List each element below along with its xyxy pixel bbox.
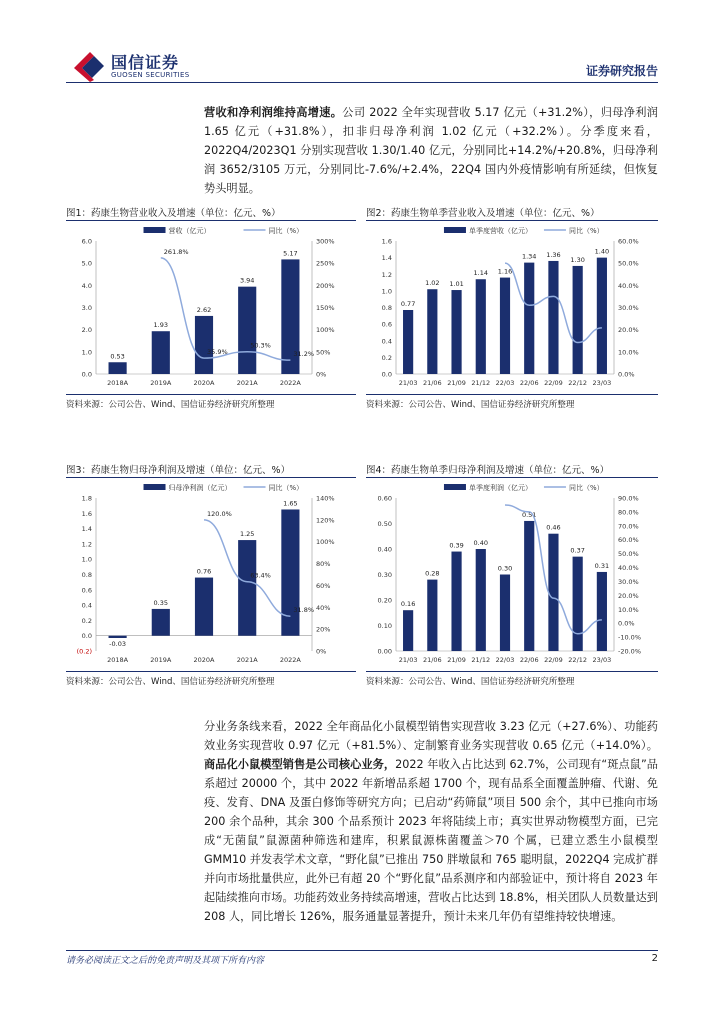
category-label: 21/12	[471, 379, 491, 387]
figure-bottom-rule	[366, 671, 658, 672]
data-bar	[195, 578, 213, 636]
left-tick-label: 2.0	[81, 326, 92, 335]
legend-bar-label: 单季度利润（亿元）	[468, 484, 532, 492]
legend-bar-swatch	[144, 227, 166, 233]
data-bar	[548, 534, 558, 651]
right-tick-label: 100%	[316, 326, 335, 335]
data-bar	[238, 287, 256, 374]
figure-title: 图4：药康生物单季归母净利润及增速（单位：亿元、%）	[366, 465, 610, 476]
left-tick-label: 1.6	[81, 509, 92, 518]
category-label: 21/03	[398, 656, 418, 664]
bar-value-label: 1.36	[546, 250, 561, 259]
bar-value-label: 1.16	[497, 267, 513, 276]
category-label: 23/03	[592, 656, 612, 664]
bar-value-label: 0.39	[449, 541, 464, 550]
paragraph-lead: 营收和净利润维持高增速。	[204, 106, 343, 119]
category-label: 22/12	[568, 656, 588, 664]
data-bar	[573, 557, 583, 651]
legend-line-label: 同比（%）	[268, 484, 304, 492]
line-value-label: 31.2%	[293, 350, 315, 359]
right-tick-label: 20.0%	[618, 326, 639, 335]
data-bar	[238, 540, 256, 636]
data-bar	[597, 572, 607, 651]
legend-line-label: 同比（%）	[568, 484, 604, 492]
left-tick-label: 0.4	[81, 601, 92, 610]
bar-value-label: 1.40	[594, 247, 610, 256]
category-label: 22/09	[544, 379, 563, 387]
left-tick-label: 0.40	[377, 545, 392, 554]
category-label: 2019A	[150, 656, 172, 664]
category-label: 2021A	[236, 656, 258, 664]
data-bar	[451, 290, 461, 374]
legend-bar-swatch	[444, 227, 466, 233]
left-tick-label: 4.0	[81, 281, 92, 290]
right-tick-label: 140%	[316, 494, 335, 503]
data-bar	[152, 331, 170, 374]
bar-value-label: 0.30	[497, 564, 513, 573]
right-tick-label: 100%	[316, 538, 335, 547]
brand-name-cn: 国信证券	[111, 53, 180, 72]
left-tick-label: 1.4	[381, 254, 392, 263]
bar-value-label: 0.28	[425, 569, 440, 578]
category-label: 22/12	[568, 379, 588, 387]
category-label: 21/12	[471, 656, 491, 664]
legend-line-label: 同比（%）	[268, 227, 304, 235]
bar-value-label: 1.01	[449, 280, 464, 289]
left-tick-label: 1.6	[381, 237, 392, 246]
bar-value-label: 0.77	[400, 299, 416, 308]
data-bar	[524, 521, 534, 651]
data-bar	[152, 609, 170, 636]
right-tick-label: 80%	[316, 560, 331, 569]
category-label: 22/06	[519, 656, 539, 664]
category-label: 2018A	[107, 379, 129, 387]
category-label: 21/09	[447, 656, 466, 664]
bar-value-label: 1.93	[153, 321, 169, 330]
left-tick-label: 0.0	[81, 370, 92, 379]
left-tick-label: 1.0	[381, 287, 392, 296]
left-tick-label: 0.10	[377, 622, 392, 630]
left-tick-label: 0.6	[381, 320, 392, 329]
right-tick-label: 70.0%	[618, 522, 639, 531]
line-value-label: 35.9%	[207, 348, 228, 357]
bar-value-label: 1.30	[570, 255, 585, 264]
left-tick-label: 1.0	[81, 348, 92, 357]
left-tick-label: 0.8	[381, 304, 392, 312]
figure-title-rule	[366, 220, 658, 221]
left-tick-label: 3.0	[81, 304, 92, 312]
right-tick-label: 120%	[316, 516, 335, 525]
category-label: 22/03	[495, 379, 515, 387]
right-tick-label: 40%	[316, 603, 331, 612]
brand-name-en: GUOSEN SECURITIES	[111, 71, 190, 79]
left-tick-label: 0.60	[377, 494, 392, 503]
right-tick-label: 60.0%	[618, 536, 639, 545]
right-tick-label: 0%	[316, 370, 327, 379]
bar-value-label: 0.76	[196, 567, 212, 576]
chart-plot	[66, 480, 356, 669]
bar-value-label: 0.53	[110, 352, 125, 361]
category-label: 2022A	[279, 379, 301, 387]
paragraph-lead-2: 商品化小鼠模型销售是公司核心业务，	[204, 758, 396, 771]
bar-value-label: 5.17	[283, 249, 298, 258]
footer-divider	[66, 950, 658, 951]
bar-value-label: 0.16	[400, 600, 416, 609]
left-tick-label: 0.0	[81, 632, 92, 641]
category-label: 22/09	[544, 656, 563, 664]
data-bar	[597, 258, 607, 374]
left-tick-label: 0.2	[381, 353, 392, 362]
figure-source: 资料来源：公司公告、Wind、国信证券经济研究所整理	[66, 677, 275, 687]
right-tick-label: 80.0%	[618, 508, 639, 517]
data-bar	[476, 549, 486, 651]
figure-title: 图1：药康生物营业收入及增速（单位：亿元、%）	[66, 208, 281, 219]
data-bar	[427, 289, 437, 374]
bar-value-label: 0.31	[594, 561, 610, 570]
category-label: 21/06	[422, 656, 442, 664]
bar-value-label: 0.37	[570, 546, 585, 555]
figure-title-rule	[66, 477, 356, 478]
legend-line-label: 同比（%）	[568, 227, 604, 235]
right-tick-label: 10.0%	[618, 348, 639, 357]
data-bar	[109, 636, 127, 638]
bar-value-label: 3.94	[239, 276, 255, 285]
chart-plot	[66, 223, 356, 392]
bar-value-label: 2.62	[196, 305, 212, 314]
category-label: 2019A	[150, 379, 172, 387]
line-value-label: 50.3%	[250, 341, 271, 350]
data-bar	[573, 266, 583, 374]
right-tick-label: 30.0%	[618, 577, 639, 586]
disclaimer-text: 请务必阅读正文之后的免责声明及其项下所有内容	[66, 956, 265, 966]
legend-bar-swatch	[444, 484, 466, 490]
category-label: 21/09	[447, 379, 466, 387]
right-tick-label: -20.0%	[618, 647, 641, 656]
data-bar	[500, 575, 510, 652]
category-label: 2018A	[107, 656, 129, 664]
left-tick-label: 0.2	[81, 616, 92, 625]
data-bar	[451, 552, 461, 651]
bar-value-label: 1.34	[521, 252, 537, 261]
right-tick-label: 20.0%	[618, 591, 639, 600]
summary-paragraph	[204, 103, 658, 198]
left-tick-label: 0.20	[377, 596, 392, 605]
right-tick-label: 250%	[316, 259, 335, 268]
data-bar	[109, 362, 127, 374]
bar-value-label: 0.46	[546, 523, 561, 532]
right-tick-label: 10.0%	[618, 605, 639, 614]
paragraph-body-2: 2022 年收入占比达到 62.7%，公司现有“斑点鼠”品系超过 20000 个，其中 2022 年新增品系超 1700 个，现有品系全面覆盖肿瘤、代谢、免疫、发育、DNA 及蛋白修饰等研究方向；已启动“药筛鼠”项目 500 余个，其中已推向市场 200 余个品种，其余 300 个品系预计 2023 年将陆续上市；真实世界动物模型方面，已完成“无菌鼠”鼠源菌种筛选和建库，积累鼠源株菌覆盖＞70 个属，已建立悉生小鼠模型 GMM10 并发表学术文章，“野化鼠”已推出 750 胖墩鼠和 765 聪明鼠，2022Q4 完成扩群并向市场批量供应，此外已有超 20 个“野化鼠”品系测序和内部验证中，预计将自 2023 年起陆续推向市场。功能药效业务持续高增速，营收占比达到 18.8%，相关团队人员数量达到 208 人，同比增长 126%，服务通量显著提升，预计未来几年仍有望维持较快增速。	[204, 758, 658, 923]
category-label: 23/03	[592, 379, 612, 387]
figure-bottom-rule	[66, 394, 356, 395]
data-bar	[500, 278, 510, 374]
right-tick-label: 300%	[316, 237, 335, 246]
bar-value-label: 1.65	[283, 499, 298, 508]
figure-bottom-rule	[66, 671, 356, 672]
right-tick-label: 50%	[316, 348, 331, 357]
figure-title-rule	[366, 477, 658, 478]
line-value-label: 261.8%	[163, 247, 189, 256]
figure-source: 资料来源：公司公告、Wind、国信证券经济研究所整理	[66, 400, 275, 410]
right-tick-label: 40.0%	[618, 564, 639, 573]
bar-value-label: 0.40	[473, 539, 489, 547]
left-tick-label: 0.4	[381, 337, 392, 346]
bar-value-label: 0.35	[153, 598, 169, 607]
left-tick-label: 0.0	[381, 370, 392, 379]
category-label: 2021A	[236, 379, 258, 387]
right-tick-label: 20%	[316, 625, 331, 634]
bar-value-label: 1.02	[425, 279, 440, 288]
right-tick-label: 90.0%	[618, 494, 639, 503]
line-value-label: 31.8%	[293, 606, 315, 615]
line-value-label: 120.0%	[207, 509, 232, 518]
right-tick-label: 0.0%	[618, 619, 635, 628]
data-bar	[403, 310, 413, 374]
right-tick-label: 60%	[316, 581, 331, 590]
left-tick-label: 5.0	[81, 259, 92, 268]
data-bar	[476, 279, 486, 374]
left-tick-label: 0.50	[377, 520, 392, 528]
bar-value-label: 0.51	[521, 510, 537, 519]
right-tick-label: 50.0%	[618, 259, 639, 268]
category-label: 2020A	[193, 379, 215, 387]
left-tick-label: 0.6	[81, 586, 92, 595]
category-label: 2022A	[279, 656, 301, 664]
left-tick-label: 0.8	[81, 571, 92, 579]
figure-bottom-rule	[366, 394, 658, 395]
chart-plot	[366, 480, 658, 669]
category-label: 21/06	[422, 379, 442, 387]
header-divider	[66, 82, 658, 83]
category-label: 22/06	[519, 379, 539, 387]
report-type-label: 证券研究报告	[585, 64, 658, 78]
right-tick-label: 150%	[316, 304, 335, 312]
guosen-logo-icon	[70, 48, 106, 82]
right-tick-label: 0.0%	[618, 370, 635, 379]
left-tick-label: 1.8	[81, 494, 92, 503]
data-bar	[195, 316, 213, 374]
left-tick-label: (0.2)	[76, 647, 92, 656]
right-tick-label: 40.0%	[618, 281, 639, 290]
left-tick-label: 6.0	[81, 237, 92, 246]
figure-title: 图3：药康生物归母净利润及增速（单位：亿元、%）	[66, 465, 291, 476]
right-tick-label: -10.0%	[618, 633, 641, 642]
bar-value-label: 1.14	[473, 269, 489, 278]
data-bar	[548, 261, 558, 374]
left-tick-label: 0.00	[377, 647, 392, 656]
figure-source: 资料来源：公司公告、Wind、国信证券经济研究所整理	[366, 677, 575, 687]
chart-plot	[366, 223, 658, 392]
category-label: 21/03	[398, 379, 418, 387]
line-value-label: 63.4%	[250, 571, 271, 580]
category-label: 2020A	[193, 656, 215, 664]
left-tick-label: 1.2	[81, 540, 92, 549]
legend-bar-label: 归母净利润（亿元）	[168, 484, 232, 492]
paragraph-body-1: 分业务条线来看，2022 全年商品化小鼠模型销售实现营收 3.23 亿元（+27.6%）、功能药效业务实现营收 0.97 亿元（+81.5%）、定制繁育业务实现营收 0.65 亿元（+14.0%）。	[204, 720, 658, 752]
category-label: 22/03	[495, 656, 515, 664]
left-tick-label: 1.4	[81, 525, 92, 534]
data-bar	[403, 610, 413, 651]
right-tick-label: 200%	[316, 281, 335, 290]
right-tick-label: 50.0%	[618, 550, 639, 559]
data-bar	[524, 263, 534, 374]
data-bar	[427, 580, 437, 651]
right-tick-label: 30.0%	[618, 304, 639, 312]
bar-value-label: -0.03	[109, 639, 127, 648]
figure-title: 图2：药康生物单季营业收入及增速（单位：亿元、%）	[366, 208, 600, 219]
right-tick-label: 0%	[316, 647, 327, 656]
right-tick-label: 60.0%	[618, 237, 639, 246]
growth-line	[161, 258, 291, 360]
left-tick-label: 1.0	[81, 555, 92, 564]
figure-source: 资料来源：公司公告、Wind、国信证券经济研究所整理	[366, 400, 575, 410]
page-number: 2	[651, 953, 658, 964]
paragraph-body: 公司 2022 全年实现营收 5.17 亿元（+31.2%），归母净利润 1.65 亿元（+31.8%），扣非归母净利润 1.02 亿元（+32.2%）。分季度来看，2022Q4/2023Q1 分别实现营收 1.30/1.40 亿元，分别同比+14.2%/+20.8%，归母净利润 3652/3105 万元，分别同比-7.6%/+2.4%，22Q4 国内外疫情影响有所延续，但恢复势头明显。	[204, 106, 658, 195]
legend-bar-label: 营收（亿元）	[168, 227, 211, 235]
left-tick-label: 0.30	[377, 571, 392, 579]
legend-bar-label: 单季度营收（亿元）	[468, 227, 532, 235]
left-tick-label: 1.2	[381, 270, 392, 279]
figure-title-rule	[66, 220, 356, 221]
legend-bar-swatch	[144, 484, 166, 490]
business-paragraph	[204, 717, 658, 926]
bar-value-label: 1.25	[239, 530, 255, 539]
